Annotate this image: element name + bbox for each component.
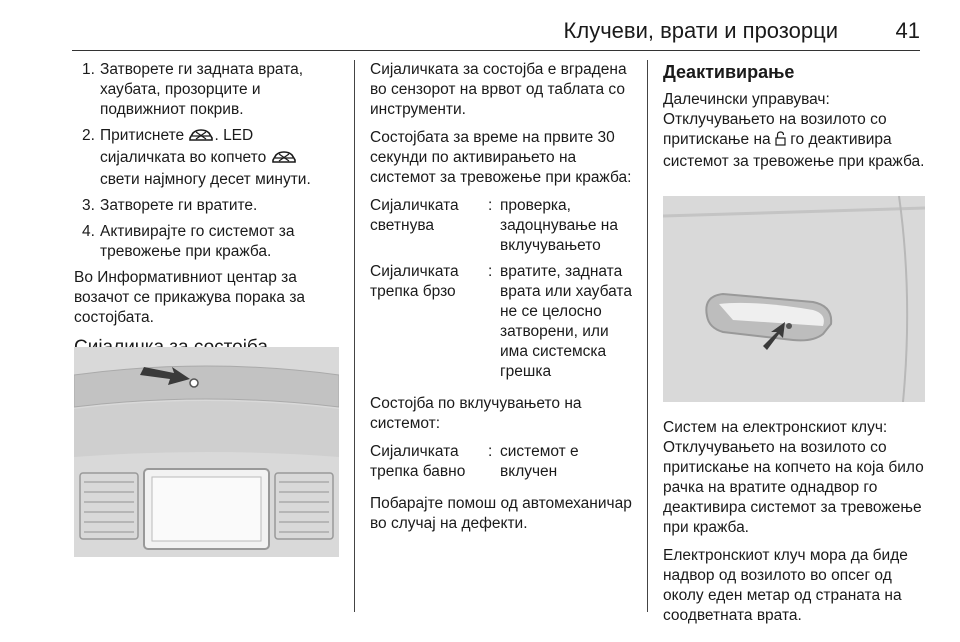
header-rule bbox=[72, 50, 920, 51]
column-3-lower bbox=[663, 418, 931, 634]
car-lock-icon bbox=[271, 150, 297, 170]
intro-paragraph: Сијаличката за состојба е вградена во сензорот на врвот од таблата со инструменти. bbox=[370, 61, 627, 118]
column-divider-2 bbox=[647, 60, 648, 612]
section-heading-deactivation: Деактивирање bbox=[663, 62, 795, 82]
column-1 bbox=[74, 60, 336, 366]
column-3 bbox=[663, 60, 931, 180]
contact-workshop-paragraph: Побарајте помош од автомеханичар во случај на дефекти. bbox=[370, 495, 632, 532]
unlock-icon bbox=[775, 131, 786, 152]
info-center-paragraph: Во Информативниот центар за возачот се прикажува порака за состојбата. bbox=[74, 269, 306, 326]
list-item: 1. Затворете ги задната врата, хаубата, прозорците и подвижниот покрив. bbox=[82, 61, 304, 118]
car-lock-icon bbox=[188, 128, 214, 148]
steps-list bbox=[74, 60, 336, 262]
door-handle-illustration bbox=[663, 196, 925, 402]
first-30-seconds-paragraph: Состојбата за време на првите 30 секунди по активирањето на системот за тревожење при кражба: bbox=[370, 129, 632, 186]
column-divider-1 bbox=[354, 60, 355, 612]
remote-control-label: Далечински управувач: bbox=[663, 91, 830, 108]
keyless-paragraph: Отклучувањето на возилото со притискање на копчето на која било рачка на вратите однадвор го деактивира системот за тревожење при кражба. bbox=[663, 439, 924, 536]
dashboard-sensor-illustration bbox=[74, 347, 339, 557]
table-row: Сијаличката трепка брзо : вратите, задната врата или хаубата не се целосно затворени, или има системска грешка bbox=[370, 263, 632, 380]
column-2 bbox=[370, 60, 636, 542]
running-header-title: Клучеви, врати и прозорци bbox=[563, 18, 838, 43]
table-row: Сијаличката трепка бавно : системот е вклучен bbox=[370, 443, 579, 480]
after-activation-paragraph: Состојба по вклучувањето на системот: bbox=[370, 395, 582, 432]
list-item: 2. Притиснете . LED сијаличката во копчето свети најмногу десет минути. bbox=[82, 127, 311, 188]
status-table-active bbox=[370, 442, 636, 482]
key-range-paragraph: Електронскиот клуч мора да биде надвор од возилото во опсег од околу еден метар од страната на соодветната врата. bbox=[663, 547, 908, 624]
list-item: 4. Активирајте го системот за тревожење при кражба. bbox=[82, 223, 295, 260]
list-item: 3. Затворете ги вратите. bbox=[82, 197, 258, 214]
keyless-label: Систем на електронскиот клуч: bbox=[663, 419, 888, 436]
remote-control-paragraph: Отклучувањето на возилото со притискање на го деактивира системот за тревожење при кражба. bbox=[663, 111, 925, 170]
status-table-initial bbox=[370, 196, 636, 382]
table-row: Сијаличката светнува : проверка, задоцнување на вклучувањето bbox=[370, 197, 618, 254]
page-number: 41 bbox=[895, 18, 920, 43]
